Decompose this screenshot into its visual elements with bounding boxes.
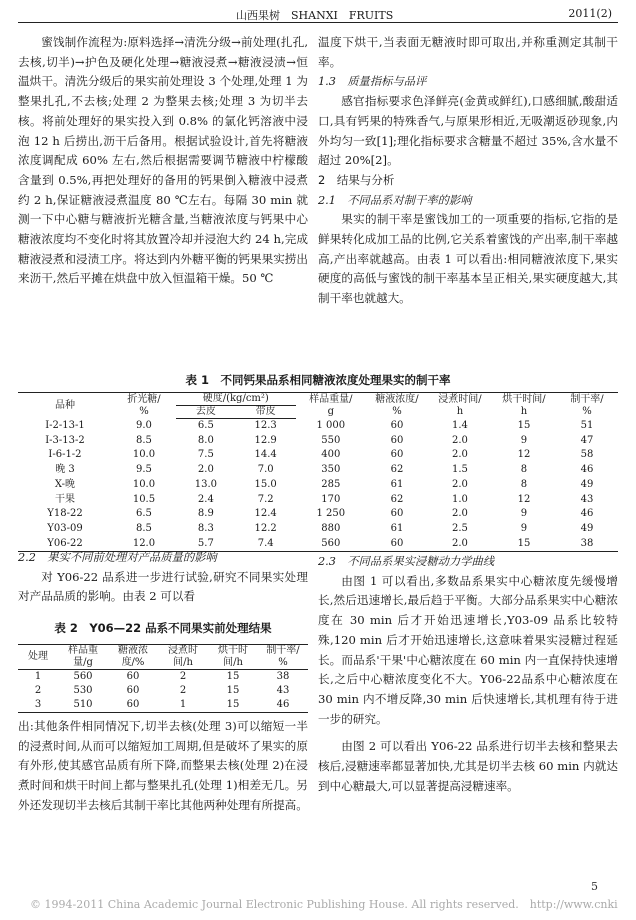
table-cell: 7.0	[257, 464, 274, 476]
table-header: 糖液浓 度/%	[108, 645, 158, 670]
table-cell: 5.7	[176, 537, 236, 552]
table-cell: 285	[321, 478, 341, 490]
table-row	[18, 478, 618, 493]
table-cell: 12.9	[254, 434, 277, 446]
table-cell: 400	[321, 449, 341, 461]
table-cell: 7.5	[197, 449, 214, 461]
table-cell: 9.0	[136, 419, 152, 431]
table-header: 烘干时 间/h	[208, 645, 258, 670]
table-cell: 2.5	[451, 522, 468, 534]
table-cell: 62	[390, 464, 404, 476]
table1-title: 表 1 不同钙果品系相同糖液浓度处理果实的制干率	[185, 373, 451, 387]
table-header: 样品重 量/g	[58, 645, 108, 670]
table-cell: 8.5	[136, 522, 152, 534]
table-header: 样品重量/ g	[296, 393, 366, 419]
table-cell: 15.0	[254, 478, 277, 490]
table-cell: 1 000	[316, 419, 346, 431]
table-cell: 9	[520, 522, 528, 534]
section-heading-2-3: 2.3 不同品系果实浸糖动力学曲线	[318, 555, 495, 568]
table-cell: 3	[18, 698, 58, 713]
table-cell: 1.5	[451, 464, 468, 476]
table-cell: 12.3	[254, 420, 277, 431]
table-1	[18, 392, 618, 552]
table-cell: 15	[226, 685, 240, 696]
table-cell: Ⅰ-2-13-1	[45, 419, 85, 431]
table-cell: 12.4	[254, 508, 277, 520]
table-cell: 8.3	[197, 522, 214, 534]
section-heading-2: 2 结果与分析	[318, 172, 395, 187]
table-cell: 550	[321, 434, 341, 446]
left-column-mid	[18, 548, 308, 607]
table-cell: 1	[34, 671, 42, 682]
table-header: 制干率/ %	[556, 393, 618, 419]
table-row	[18, 698, 308, 713]
table-cell: 60	[390, 434, 404, 446]
table-row	[18, 670, 308, 685]
table-2-body	[18, 670, 308, 713]
left-column-top	[18, 33, 308, 289]
table-cell: 2.0	[451, 508, 468, 520]
table-cell: 10.0	[132, 449, 156, 461]
table-cell: 8	[520, 478, 528, 490]
paragraph: 果实的制干率是蜜饯加工的一项重要的指标,它指的是鲜果转化成加工品的比例,它关系着蜜饯的产出率,制干率越高,产出率就越高。由表 1 可以看出:相同糖液浓度下,果实硬度的高低与蜜饯的制干率基本呈正相关,果实硬度越大,其制干率也就越大。	[318, 212, 618, 306]
table-cell: Y18-22	[47, 508, 83, 520]
section-heading-2-2: 2.2 果实不同前处理对产品质量的影响	[18, 551, 217, 564]
table-row	[18, 419, 618, 434]
table-row	[18, 507, 618, 522]
table-header: 糖液浓度/ %	[366, 393, 428, 419]
table-row	[18, 434, 618, 449]
table-cell: 2	[34, 685, 42, 696]
table-cell: 干果	[54, 493, 75, 505]
table-header: 处理	[18, 645, 58, 670]
table-cell: 530	[73, 685, 93, 696]
table-header: 品种	[18, 393, 112, 419]
right-column-top	[318, 33, 618, 309]
table-cell: 60	[366, 537, 428, 552]
table-cell: 15	[208, 698, 258, 713]
table-row	[18, 448, 618, 463]
table-cell: 2.0	[451, 478, 468, 490]
table-cell: 43	[580, 493, 594, 505]
paragraph: 对 Y06-22 品系进一步进行试验,研究不同果实处理对产品品质的影响。由表 2 可以看	[18, 569, 308, 604]
copyright-footer: © 1994-2011 China Academic Journal Electronic Publishing House. All rights reserved. http://www.cnki	[30, 898, 618, 911]
table-cell: Ⅰ-3-13-2	[45, 434, 85, 446]
table-cell: 49	[580, 478, 594, 490]
table-cell: 1.4	[451, 419, 468, 431]
table-cell: 9.5	[136, 464, 152, 476]
table-cell: 8.5	[136, 434, 152, 446]
table-cell: 2.0	[197, 464, 214, 476]
table-cell: 2	[179, 685, 187, 696]
table-cell: 晚 3	[55, 464, 75, 476]
table-cell: 10.5	[132, 493, 156, 505]
table-cell: X-晚	[54, 478, 76, 490]
paragraph: 出:其他条件相同情况下,切半去核(处理 3)可以缩短一半的浸煮时间,从而可以缩短加工周期,但是破坏了果实的原有外形,使其感官品质有所下降,而整果去核(处理 2)在浸煮时间和烘干时间上都与整果扎孔(处理 1)相差无几。另外还发现切半去核后其制干率比其他两种处理有所提高。	[18, 719, 308, 812]
table-cell: Ⅰ-6-1-2	[48, 449, 82, 461]
table-cell: 7.4	[236, 537, 296, 552]
table-cell: 38	[276, 671, 290, 682]
table-cell: 14.4	[254, 449, 277, 461]
table-cell: 60	[390, 449, 404, 461]
table-header: 折光糖/ %	[112, 393, 176, 419]
table-cell: 60	[126, 671, 140, 682]
table-cell: 8.9	[197, 508, 214, 520]
table-cell: 58	[580, 449, 594, 461]
table-row	[18, 684, 308, 698]
table-cell: 7.2	[257, 493, 274, 505]
section-heading-2-1: 2.1 不同品系对制干率的影响	[318, 193, 472, 207]
table-cell: 12	[517, 493, 531, 505]
table-header: 制干率/ %	[258, 645, 308, 670]
left-column-bottom	[18, 717, 308, 816]
table-header: 浸煮时 间/h	[158, 645, 208, 670]
table-header: 去皮	[176, 406, 236, 419]
table-cell: Y03-09	[47, 522, 83, 534]
table-cell: 46	[258, 698, 308, 713]
table2-title: 表 2 Y06—22 品系不同果实前处理结果	[54, 621, 272, 635]
table-cell: 49	[580, 522, 594, 534]
table-cell: 60	[126, 685, 140, 696]
table-cell: 60	[390, 419, 404, 431]
page-number: 5	[591, 880, 598, 893]
table-cell: 15	[226, 671, 240, 682]
table-cell: 10.0	[132, 478, 156, 490]
table-1-body	[18, 419, 618, 552]
table-cell: 1	[158, 698, 208, 713]
table-2	[18, 644, 308, 713]
table-cell: 38	[556, 537, 618, 552]
table-cell: 61	[390, 478, 404, 490]
table-cell: 15	[492, 537, 556, 552]
table-cell: 12.2	[254, 522, 277, 534]
table-cell: 560	[73, 671, 93, 682]
section-heading-1-3: 1.3 质量指标与品评	[318, 75, 427, 89]
paragraph: 感官指标要求色泽鲜亮(金黄或鲜红),口感细腻,酸甜适口,具有钙果的特殊香气,与原果形相近,无吸潮返砂现象,内外均匀一致[1];理化指标要求含糖量不超过 35%,含水量不超过 20%[2]。	[318, 94, 618, 168]
table-header: 硬度/(kg/cm²)	[176, 393, 296, 406]
paragraph: 由图 2 可以看出 Y06-22 品系进行切半去核和整果去核后,浸糖速率都显著加快,尤其是切半去核 60 min 内就达到中心糖最大,可以显著提高浸糖速率。	[318, 739, 618, 793]
table-cell: 62	[390, 493, 404, 505]
table-cell: 2.0	[428, 537, 492, 552]
table-cell: 2.0	[451, 434, 468, 446]
table-cell: 560	[296, 537, 366, 552]
table-row	[18, 463, 618, 478]
paragraph: 由图 1 可以看出,多数品系果实中心糖浓度先缓慢增长,然后迅速增长,最后趋于平衡。大部分品系果实中心糖浓度在 30 min 后才开始迅速增长,Y03-09 品系比较特殊,120 min 后才开始迅速增长,这意味着果实浸糖过程延长。而品系'干果'中心糖浓度在 60 min 内一直保持快速增长,之后中心糖浓度变化不大。Y06-22品系中心糖浓度在 30 min 内不增反降,30 min 后快速增长,其机理有待于进一步的研究。	[318, 573, 618, 726]
table-cell: 6.5	[197, 420, 214, 431]
table-cell: 46	[580, 508, 594, 520]
paragraph: 温度下烘干,当表面无糖液时即可取出,并称重测定其制干率。	[318, 35, 618, 69]
table-cell: 46	[580, 464, 594, 476]
table-row	[18, 522, 618, 537]
table-cell: 9	[520, 508, 528, 520]
table-cell: Y06-22	[18, 537, 112, 552]
table-cell: 510	[58, 698, 108, 713]
table-cell: 880	[321, 522, 341, 534]
journal-name: 山西果树 SHANXI FRUITS	[236, 9, 394, 22]
table-cell: 6.5	[136, 508, 152, 520]
table-cell: 43	[276, 685, 290, 696]
table-cell: 170	[321, 493, 341, 505]
table-cell: 60	[390, 508, 404, 520]
issue-number: 2011(2)	[568, 7, 612, 20]
table-cell: 12	[517, 449, 531, 461]
table-header: 带皮	[236, 406, 296, 419]
table-cell: 350	[321, 464, 341, 476]
table-cell: 13.0	[194, 478, 217, 490]
table-row	[18, 493, 618, 508]
right-column-bottom	[318, 552, 618, 796]
running-header	[18, 6, 618, 23]
table-cell: 60	[108, 698, 158, 713]
table-header: 浸煮时间/ h	[428, 393, 492, 419]
table-header: 烘干时间/ h	[492, 393, 556, 419]
table-cell: 8.0	[197, 434, 214, 446]
table-cell: 9	[520, 434, 528, 446]
table-cell: 2	[179, 671, 187, 682]
table-cell: 15	[517, 419, 531, 431]
table-cell: 2.4	[197, 493, 214, 505]
table-cell: 2.0	[451, 449, 468, 461]
paragraph: 蜜饯制作流程为:原料选择→清洗分级→前处理(扎孔,去核,切半)→护色及硬化处理→糖液浸煮→糖液浸渍→恒温烘干。清洗分级后的果实前处理设 3 个处理,处理 1 为整果扎孔,不去核;处理 2 为整果去核;处理 3 为切半去核。将前处理好的果实投入到 0.8% 的氯化钙溶液中浸泡 12 h 后捞出,沥干后备用。根据试验设计,首先将糖液浓度调配成 60% 左右,然后根据需要调节糖液中柠檬酸含量到 0.5%,再把处理好的备用的钙果倒入糖液中浸煮约 2 h,保证糖液浸煮温度 80 ℃左右。每隔 30 min 就测一下中心糖与糖液折光糖含量,当糖液浓度与钙果中心糖液浓度均不变化时将其放置冷却并浸泡大约 24 h,完成糖液浸煮和浸渍工序。将达到内外糖平衡的钙果果实捞出来沥干,然后平摊在烘盘中放入恒温箱干燥。50 ℃	[18, 35, 308, 286]
table-cell: 1 250	[316, 508, 346, 520]
table-cell: 51	[580, 419, 594, 431]
table-cell: 61	[390, 522, 404, 534]
table-cell: 8	[520, 464, 528, 476]
table-cell: 1.0	[451, 493, 468, 505]
table-cell: 12.0	[112, 537, 176, 552]
table-cell: 47	[580, 434, 594, 446]
